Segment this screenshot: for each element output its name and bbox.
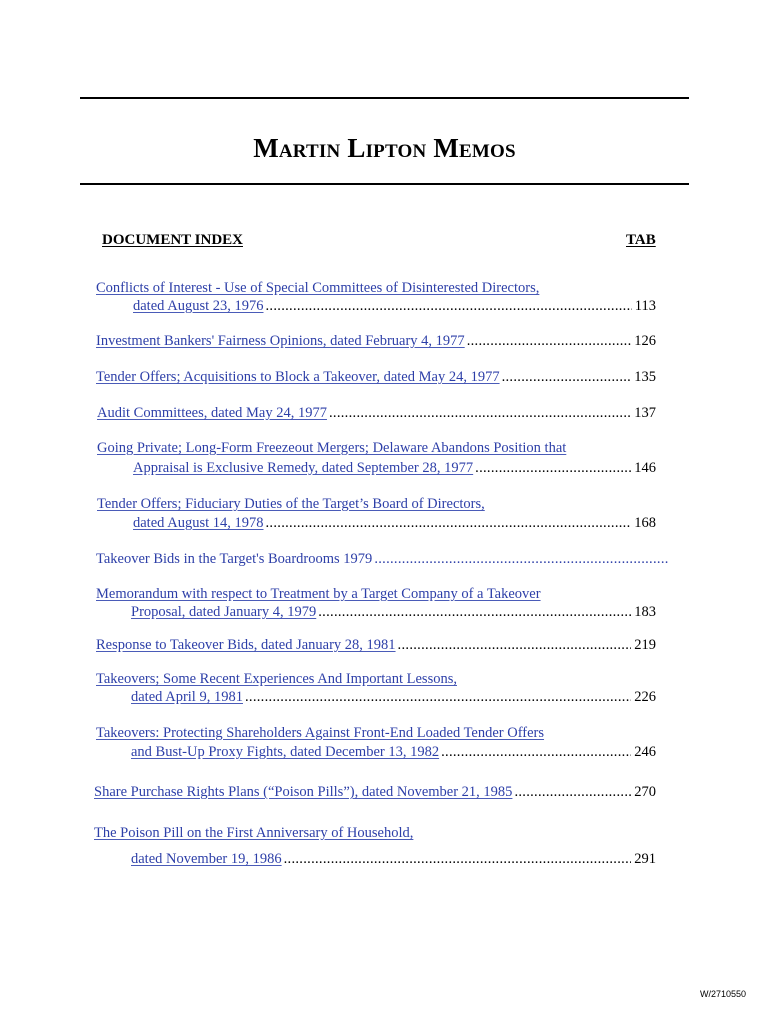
dot-leader: [502, 368, 632, 387]
index-entry-13-link[interactable]: The Poison Pill on the First Anniversary of Household,: [94, 825, 414, 841]
index-entry-10-line1: [96, 670, 516, 689]
title-bottom-rule: [80, 183, 689, 185]
index-entry-10-link-continued[interactable]: dated April 9, 1981: [131, 689, 243, 705]
index-entry-11-line2: [131, 743, 656, 762]
dot-leader: [266, 514, 632, 533]
index-entry-8-line2: [131, 603, 656, 622]
index-entry-11-link[interactable]: Takeovers: Protecting Shareholders Against Front-End Loaded Tender Offers: [96, 725, 545, 741]
dot-leader: [329, 404, 631, 423]
index-entry-7: [96, 550, 671, 569]
dot-leader: [398, 636, 632, 655]
dot-leader: [467, 332, 632, 351]
tab-number: 126: [634, 333, 656, 349]
index-entry-5-link[interactable]: Going Private; Long-Form Freezeout Mergers; Delaware Abandons Position that: [97, 440, 567, 456]
index-entry-6-link[interactable]: Tender Offers; Fiduciary Duties of the Target’s Board of Directors,: [97, 496, 485, 512]
index-entry-1-link-continued[interactable]: dated August 23, 1976: [133, 298, 264, 314]
document-index-heading: DOCUMENT INDEX: [102, 232, 243, 248]
index-entry-8-link[interactable]: Memorandum with respect to Treatment by a Target Company of a Takeover: [96, 586, 541, 602]
dot-leader: [514, 783, 631, 802]
tab-number: 137: [634, 405, 656, 421]
tab-number: 135: [634, 369, 656, 385]
index-entry-9-link[interactable]: Response to Takeover Bids, dated January 28, 1981: [96, 637, 396, 653]
top-rule: [80, 97, 689, 99]
tab-number: 246: [634, 744, 656, 760]
index-entry-9: [96, 636, 656, 655]
index-entry-5-link-continued[interactable]: Appraisal is Exclusive Remedy, dated September 28, 1977: [133, 460, 474, 476]
index-entry-10-line2: [131, 688, 656, 707]
dot-leader: [475, 459, 631, 478]
index-entry-1-line1: [96, 279, 566, 298]
dot-leader: [266, 297, 632, 316]
tab-number: 291: [634, 851, 656, 867]
tab-number: 219: [634, 637, 656, 653]
dot-leader: [374, 550, 668, 569]
index-entry-6-link-continued[interactable]: dated August 14, 1978: [133, 515, 264, 531]
tab-column-heading: TAB: [626, 232, 656, 248]
dot-leader: [284, 850, 632, 869]
index-entry-12: [94, 783, 656, 802]
index-entry-11-link-continued[interactable]: and Bust-Up Proxy Fights, dated December 13, 1982: [131, 744, 440, 760]
index-entry-13-link-continued[interactable]: dated November 19, 1986: [131, 851, 282, 867]
index-entry-4: [97, 404, 656, 423]
index-entry-6-line1: [97, 495, 547, 514]
tab-number: 113: [634, 298, 656, 314]
tab-number: 183: [634, 604, 656, 620]
index-entry-2: [96, 332, 656, 351]
index-entry-5-line2: [133, 459, 656, 478]
dot-leader: [318, 603, 631, 622]
index-entry-4-link[interactable]: Audit Committees, dated May 24, 1977: [97, 405, 327, 421]
index-entry-13-line2: [131, 850, 656, 869]
page-title: Martin Lipton Memos: [253, 133, 516, 163]
tab-number: 226: [634, 689, 656, 705]
index-entry-3: [96, 368, 656, 387]
tab-number: 270: [634, 784, 656, 800]
index-entry-2-link[interactable]: Investment Bankers' Fairness Opinions, dated February 4, 1977: [96, 333, 465, 349]
tab-number: 168: [634, 515, 656, 531]
index-entry-1-line2: [133, 297, 656, 316]
document-id: W/2710550: [699, 989, 746, 999]
tab-number: 146: [634, 460, 656, 476]
index-entry-11-line1: [96, 724, 576, 743]
index-entry-12-link[interactable]: Share Purchase Rights Plans (“Poison Pills”), dated November 21, 1985: [94, 784, 513, 800]
index-entry-8-link-continued[interactable]: Proposal, dated January 4, 1979: [131, 604, 317, 620]
dot-leader: [441, 743, 631, 762]
index-entry-7-link[interactable]: Takeover Bids in the Target's Boardrooms 1979: [96, 551, 373, 567]
index-entry-8-line1: [96, 585, 576, 604]
index-entry-3-link[interactable]: Tender Offers; Acquisitions to Block a Takeover, dated May 24, 1977: [96, 369, 500, 385]
dot-leader: [245, 688, 631, 707]
index-entry-1-link[interactable]: Conflicts of Interest - Use of Special Committees of Disinterested Directors,: [96, 280, 540, 296]
index-entry-6-line2: [133, 514, 656, 533]
index-entry-13-line1: [94, 824, 514, 843]
index-entry-5-line1: [97, 439, 597, 458]
index-entry-10-link[interactable]: Takeovers; Some Recent Experiences And Important Lessons,: [96, 671, 457, 687]
